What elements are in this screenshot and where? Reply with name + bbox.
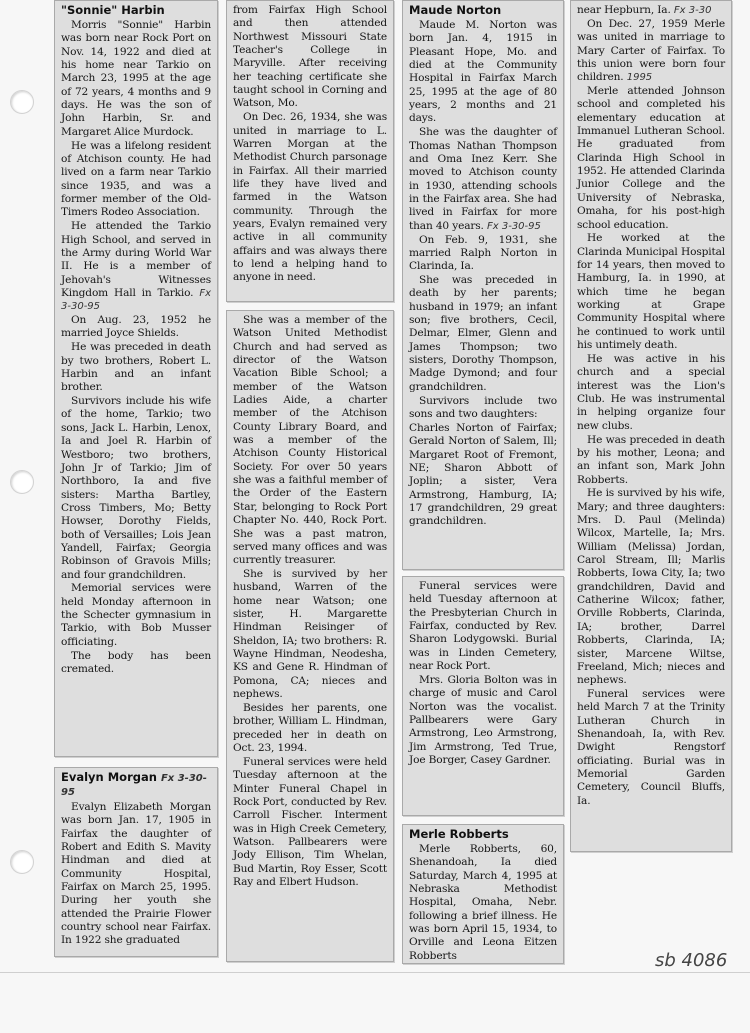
punch-hole [10, 470, 34, 494]
obituary-paragraph [233, 4, 387, 111]
obituary-heading [409, 4, 557, 17]
obituary-paragraph [233, 314, 387, 568]
obituary-paragraph [61, 314, 211, 341]
paragraph-text: Morris "Sonnie" Harbin was born near Rock Port on Nov. 14, 1922 and died at his home near Tarkio on March 23, 1995 at the age of 72 years, 4 months and 9 days. He was the son of John Harbin, Sr. and Margaret Alice Murdock. [61, 19, 211, 138]
obituary-paragraph [409, 580, 557, 673]
obituary-paragraph [577, 434, 725, 487]
obituary-clipping [402, 0, 564, 570]
obituary-paragraph [233, 568, 387, 701]
paragraph-text: Survivors include his wife of the home, Tarkio; two sons, Jack L. Harbin, Lenox, Ia and Joel R. Harbin of Westboro; two brothers, John Jr of Tarkio; Jim of Northboro, Ia and five sisters: Martha Bartley, Cross Timbers, Mo; Betty Howser, Dorothy Fields, both of Versailles; Lois Jean Yandell, Fairfax; Georgia Robinson of Gravois Mills; and four grandchildren. [61, 395, 211, 581]
paragraph-text: He is survived by his wife, Mary; and three daughters: Mrs. D. Paul (Melinda) Wilcox, Martelle, Ia; Mrs. William (Melissa) Jordan, Carol Stream, Ill; Marlis Robberts, Iowa City, Ia; two grandchildren, David and Catherine Wilcox; father, Orville Robberts, Clarinda, IA; brother, Darrel Robberts, Clarinda, IA; sister, Marcene Wiltse, Freeland, Mich; nieces and nephews. [577, 487, 725, 687]
obituary-title: Evalyn Morgan [61, 770, 157, 784]
paragraph-text: He was preceded in death by two brothers, Robert L. Harbin and an infant brother. [61, 341, 211, 394]
handwritten-date-note: Fx 3-30-95 [61, 287, 211, 313]
obituary-clipping [402, 824, 564, 964]
paragraph-text: Besides her parents, one brother, William L. Hindman, preceded her in death on Oct. 23, 1994. [233, 701, 387, 754]
obituary-paragraph [233, 756, 387, 889]
obituary-paragraph [61, 650, 211, 677]
obituary-paragraph [577, 232, 725, 352]
paragraph-text: Evalyn Elizabeth Morgan was born Jan. 17, 1905 in Fairfax the daughter of Robert and Edith S. Mavity Hindman and died at Community Hospital, Fairfax on March 25, 1995. During her youth she attended the Prairie Flower country school near Fairfax. In 1922 she graduated [61, 801, 211, 947]
paragraph-text: He worked at the Clarinda Municipal Hospital for 14 years, then moved to Hamburg, Ia. in 1990, at which time he began working at Grape Community Hospital where he continued to work until his untimely death. [577, 232, 725, 352]
paragraph-text: On Dec. 26, 1934, she was united in marriage to L. Warren Morgan at the Methodist Church parsonage in Fairfax. All their married life they have lived and farmed in the Watson community. Through the years, Evalyn remained very active in all community affairs and was always there to lend a helping hand to anyone in need. [233, 111, 387, 284]
obituary-paragraph [409, 234, 557, 274]
handwritten-date-note: Fx 3-30-95 [487, 220, 541, 232]
paragraph-text: Survivors include two sons and two daughters: [409, 394, 557, 420]
obituary-heading [409, 828, 557, 841]
obituary-paragraph [61, 140, 211, 220]
paragraph-text: She was the daughter of Thomas Nathan Thompson and Oma Inez Kerr. She moved to Atchison county in 1930, attending schools in the Fairfax area. She had lived in Fairfax for more than 40 years. [409, 126, 557, 232]
paragraph-text: Merle attended Johnson school and completed his elementary education at Immanuel Lutheran School. He graduated from Clarinda High School in 1952. He attended Clarinda Junior College and the University of Nebraska, Omaha, for his post-high school education. [577, 85, 725, 231]
paragraph-text: Maude M. Norton was born Jan. 4, 1915 in Pleasant Hope, Mo. and died at the Community Hospital in Fairfax March 25, 1995 at the age of 80 years, 2 months and 21 days. [409, 19, 557, 125]
paragraph-text: He was active in his church and a special interest was the Lion's Club. He was instrumental in helping organize four new clubs. [577, 352, 725, 432]
obituary-paragraph [409, 126, 557, 233]
reference-number: sb 4086 [655, 950, 728, 971]
handwritten-date-note: Fx 3-30 [673, 5, 712, 16]
obituary-paragraph [233, 702, 387, 755]
obituary-clipping [402, 576, 564, 816]
paragraph-text: On Dec. 27, 1959 Merle was united in marriage to Mary Carter of Fairfax. To this union were born four children. [577, 17, 725, 84]
obituary-paragraph [577, 18, 725, 85]
paragraph-text: He was a lifelong resident of Atchison county. He had lived on a farm near Tarkio since 1935, and was a former member of the Old-Timers Rodeo Association. [61, 139, 211, 219]
paragraph-text: On Feb. 9, 1931, she married Ralph Norton in Clarinda, Ia. [409, 233, 557, 273]
paragraph-text: The body has been cremated. [61, 649, 211, 675]
handwritten-date-note: Fx 3-30-95 [61, 773, 207, 798]
obituary-paragraph [61, 801, 211, 948]
obituary-paragraph [577, 4, 725, 17]
obituary-paragraph [61, 395, 211, 582]
paragraph-text: She was preceded in death by her parents; husband in 1979; an infant son; five brothers, Cecil, Delmar, Elmer, Glenn and James Thompson; two sisters, Dorothy Thompson, Madge Dymond; and four grandchildren. [409, 274, 557, 393]
obituary-paragraph [409, 19, 557, 126]
punch-hole [10, 850, 34, 874]
page-edge [0, 972, 750, 973]
obituary-title: Merle Robberts [409, 827, 509, 841]
obituary-heading [61, 771, 211, 799]
obituary-clipping [226, 310, 394, 962]
obituary-paragraph [577, 487, 725, 687]
obituary-paragraph [61, 220, 211, 313]
obituary-clipping [54, 767, 218, 957]
paragraph-text: near Hepburn, Ia. [577, 4, 671, 16]
paragraph-text: Funeral services were held March 7 at the Trinity Lutheran Church in Shenandoah, Ia, with Rev. Dwight Rengstorf officiating. Burial was in Memorial Garden Cemetery, Council Bluffs, Ia. [577, 688, 725, 807]
paragraph-text: Funeral services were held Tuesday afternoon at the Minter Funeral Chapel in Rock Port, conducted by Rev. Carroll Fischer. Interment was in High Creek Cemetery, Watson. Pallbearers were Jody Ellison, Tim Whelan, Bud Martin, Roy Esser, Scott Ray and Elbert Hudson. [233, 755, 387, 888]
obituary-title: Maude Norton [409, 3, 502, 17]
obituary-heading [61, 4, 211, 17]
obituary-paragraph [409, 274, 557, 394]
obituary-paragraph [577, 85, 725, 232]
paragraph-text: On Aug. 23, 1952 he married Joyce Shields. [61, 314, 211, 340]
paragraph-text: Merle Robberts, 60, Shenandoah, Ia died Saturday, March 4, 1995 at Nebraska Methodist Hospital, Omaha, Nebr. following a brief illness. He was born April 15, 1934, to Orville and Leona Eitzen Robberts [409, 843, 557, 962]
paragraph-text: She was a member of the Watson United Methodist Church and had served as director of the Watson Vacation Bible School; a member of the Watson Ladies Aide, a charter member of the Atchison County Library Board, and was a member of the Atchison County Historical Society. For over 50 years she was a faithful member of the Order of the Eastern Star, belonging to Rock Port Chapter No. 440, Rock Port. She was a past matron, served many offices and was currently treasurer. [233, 314, 387, 567]
paragraph-text: She is survived by her husband, Warren of the home near Watson; one sister, H. Margarette Hindman Reisinger of Sheldon, IA; two brothers: R. Wayne Hindman, Neodesha, KS and Gene R. Hindman of Pomona, CA; nieces and nephews. [233, 568, 387, 701]
paragraph-text: He attended the Tarkio High School, and served in the Army during World War II. He is a member of Jehovah's Witnesses Kingdom Hall in Tarkio. [61, 220, 211, 299]
paragraph-text: Charles Norton of Fairfax; Gerald Norton of Salem, Ill; Margaret Root of Fremont, NE; Sharon Abbott of Joplin; a sister, Vera Armstrong, Hamburg, IA; 17 grandchildren, 29 great grandchildren. [409, 421, 557, 528]
obituary-paragraph [409, 674, 557, 767]
obituary-title: "Sonnie" Harbin [61, 3, 165, 17]
punch-hole [10, 90, 34, 114]
obituary-paragraph [409, 843, 557, 963]
handwritten-date-note: 1995 [626, 72, 653, 84]
paragraph-text: Memorial services were held Monday afternoon in the Schecter gymnasium in Tarkio, with Bob Musser officiating. [61, 582, 211, 648]
paragraph-text: He was preceded in death by his mother, Leona; and an infant son, Mark John Robberts. [577, 433, 725, 486]
obituary-clipping [54, 0, 218, 757]
obituary-clipping [570, 0, 732, 852]
obituary-paragraph [61, 341, 211, 394]
obituary-paragraph [61, 19, 211, 139]
obituary-paragraph [577, 353, 725, 433]
obituary-paragraph [409, 395, 557, 422]
obituary-clipping [226, 0, 394, 302]
paragraph-text: from Fairfax High School and then attended Northwest Missouri State Teacher's College in Maryville. After receiving her teaching certificate she taught school in Corning and Watson, Mo. [233, 4, 387, 110]
obituary-paragraph [61, 582, 211, 649]
obituary-paragraph [233, 111, 387, 284]
obituary-paragraph [409, 422, 557, 529]
paragraph-text: Mrs. Gloria Bolton was in charge of music and Carol Norton was the vocalist. Pallbearers were Gary Armstrong, Leo Armstrong, Jim Armstrong, Ted True, Joe Borger, Casey Gardner. [409, 673, 557, 766]
paragraph-text: Funeral services were held Tuesday afternoon at the Presbyterian Church in Fairfax, conducted by Rev. Sharon Lodygowski. Burial was in Linden Cemetery, near Rock Port. [409, 580, 557, 673]
obituary-paragraph [577, 688, 725, 808]
